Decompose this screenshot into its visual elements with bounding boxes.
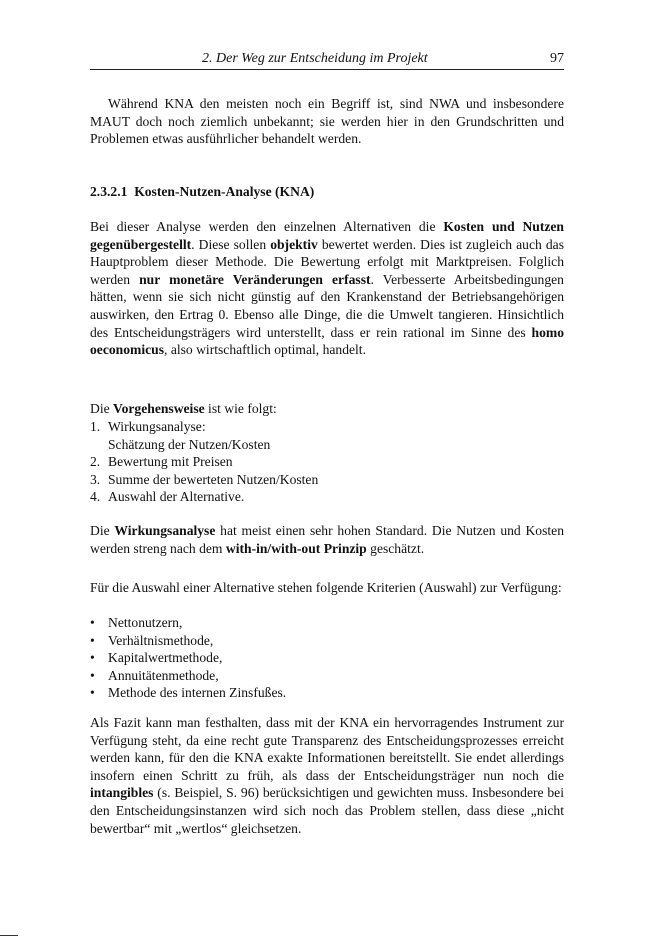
running-header [90,51,564,69]
bullet-icon: • [90,667,95,683]
list-item: • Annuitätenmethode, [90,667,219,683]
bullet-icon: • [90,615,95,630]
list-item: • Methode des internen Zinsfußes. [90,685,287,701]
list-item: 3. Summe der bewerteten Nutzen/Kosten [90,471,319,487]
bullet-icon: • [90,632,95,648]
page-number: 97 [550,51,564,66]
paragraph-cost-benefit: Bei dieser Analyse werden den einzelnen Alternativen die Kosten und Nutzen gegenübergestellt. Diese sollen objektiv bewertet werden. Dies ist zugleich auch das Hauptproblem dieser Methode. Die Bewertung erfolgt mit Marktpreisen. Folglich werden nur monetäre Veränderungen erfasst. Verbesserte Arbeitsbedingungen hätten, wenn sie sich nicht günstig auf den Krankenstand der Betriebsangehörigen auswirken, den Ertrag 0. Ebenso alle Dinge, die die Umwelt tangieren. Hinsichtlich des Entscheidungsträgers wird unterstellt, dass er rein rational im Sinne des homo oeconomicus, also wirtschaftlich optimal, handelt. [90,219,564,358]
procedure-intro: Die Vorgehensweise ist wie folgt: [90,401,277,416]
list-item: • Verhältnismethode, [90,632,214,648]
paragraph-conclusion: Als Fazit kann man festhalten, dass mit der KNA ein hervorragendes Instrument zur Verfügung steht, da eine recht gute Transparenz des Entscheidungsprozesses erreicht werden kann, für den die KNA exakte Informationen bereitstellt. Sie endet allerdings insofern einen Schritt zu früh, als dass der Entscheidungsträger nun noch die intangibles (s. Beispiel, S. 96) berücksichtigen und gewichten muss. Insbesondere bei den Entscheidungsinstanzen wird sich noch das Problem stellen, dass diese „nicht bewertbar“ mit „wertlos“ gleichsetzen. [90,715,564,836]
list-item: • Kapitalwertmethode, [90,650,223,666]
page-edge-mark [0,935,18,936]
procedure-steps-list [90,418,564,506]
section-title: Kosten-Nutzen-Analyse (KNA) [134,184,315,199]
list-item: • Nettonutzern, [90,615,183,630]
section-heading [90,184,314,200]
paragraph-impact-analysis: Die Wirkungsanalyse hat meist einen sehr hohen Standard. Die Nutzen und Kosten werden streng nach dem with-in/with-out Prinzip geschätzt. [90,523,564,556]
criteria-intro: Für die Auswahl einer Alternative stehen folgende Kriterien (Auswahl) zur Verfügung: [90,580,562,595]
list-item: 1. Wirkungsanalyse: Schätzung der Nutzen/Kosten [90,419,271,452]
list-item: 2. Bewertung mit Preisen [90,454,233,470]
bullet-icon: • [90,650,95,666]
criteria-list [90,614,564,702]
intro-paragraph: Während KNA den meisten noch ein Begriff ist, sind NWA und insbesondere MAUT doch noch ziemlich unbekannt; sie werden hier in den Grundschritten und Problemen etwas ausführlicher behandelt werden. [90,96,564,147]
chapter-title: 2. Der Weg zur Entscheidung im Projekt [202,51,428,66]
section-number: 2.3.2.1 [90,184,128,199]
header-rule [90,69,564,70]
list-item: 4. Auswahl der Alternative. [90,489,245,505]
bullet-icon: • [90,685,95,701]
